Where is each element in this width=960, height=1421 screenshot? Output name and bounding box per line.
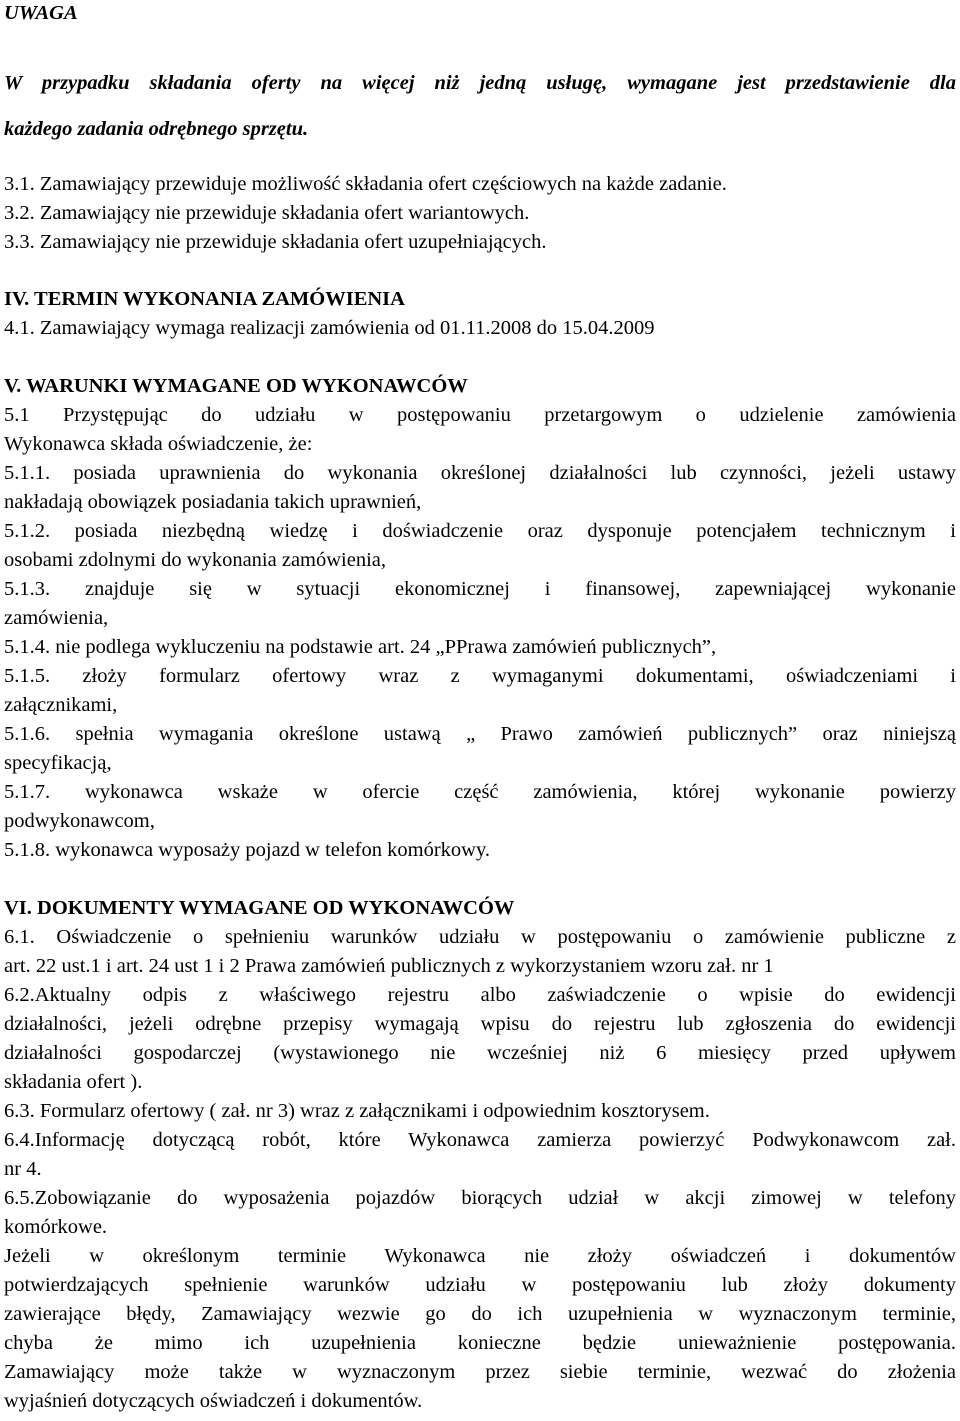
- section6-line-9: nr 4.: [4, 1158, 42, 1180]
- section5-line-9: 5.1.4. nie podlega wykluczeniu na podstawie art. 24 „PPrawa zamówień publicznych”,: [4, 636, 717, 658]
- section6-line-11: komórkowe.: [4, 1216, 108, 1238]
- section3-line-1: 3.1. Zamawiający przewiduje możliwość składania ofert częściowych na każde zadanie.: [4, 173, 727, 195]
- section6-line-14: zawierające błędy, Zamawiający wezwie go do ich uzupełnienia w wyznaczonym terminie,: [4, 1303, 956, 1325]
- warning-line-1: W przypadku składania oferty na więcej niż jedną usługę, wymagane jest przedstawienie dla: [4, 72, 956, 94]
- section6-line-4: działalności, jeżeli odrębne przepisy wymagają wpisu do rejestru lub zgłoszenia do ewidencji: [4, 1013, 956, 1035]
- section6-line-7: 6.3. Formularz ofertowy ( zał. nr 3) wraz z załącznikami i odpowiednim kosztorysem.: [4, 1100, 710, 1122]
- section6-line-6: składania ofert ).: [4, 1071, 143, 1093]
- section5-line-6: osobami zdolnymi do wykonania zamówienia,: [4, 549, 387, 571]
- section5-line-15: podwykonawcom,: [4, 810, 155, 832]
- section5-line-10: 5.1.5. złoży formularz ofertowy wraz z wymaganymi dokumentami, oświadczeniami i: [4, 665, 956, 687]
- section5-line-16: 5.1.8. wykonawca wyposaży pojazd w telefon komórkowy.: [4, 839, 490, 861]
- section6-line-12: Jeżeli w określonym terminie Wykonawca nie złoży oświadczeń i dokumentów: [4, 1245, 956, 1267]
- section5-line-1: 5.1 Przystępując do udziału w postępowaniu przetargowym o udzielenie zamówienia: [4, 404, 956, 426]
- section5-line-8: zamówienia,: [4, 607, 109, 629]
- section6-line-8: 6.4.Informację dotyczącą robót, które Wykonawca zamierza powierzyć Podwykonawcom zał.: [4, 1129, 956, 1151]
- section6-line-1: 6.1. Oświadczenie o spełnieniu warunków udziału w postępowaniu o zamówienie publiczne z: [4, 926, 956, 948]
- section5-line-11: załącznikami,: [4, 694, 118, 716]
- section3-line-2: 3.2. Zamawiający nie przewiduje składania ofert wariantowych.: [4, 202, 530, 224]
- section6-line-15: chyba że mimo ich uzupełnienia konieczne będzie unieważnienie postępowania.: [4, 1332, 956, 1354]
- section4-line-1: 4.1. Zamawiający wymaga realizacji zamówienia od 01.11.2008 do 15.04.2009: [4, 317, 655, 339]
- section5-line-12: 5.1.6. spełnia wymagania określone ustawą „ Prawo zamówień publicznych” oraz niniejszą: [4, 723, 956, 745]
- section5-line-5: 5.1.2. posiada niezbędną wiedzę i doświadczenie oraz dysponuje potencjałem technicznym i: [4, 520, 956, 542]
- section6-line-2: art. 22 ust.1 i art. 24 ust 1 i 2 Prawa zamówień publicznych z wykorzystaniem wzoru zał. nr 1: [4, 955, 774, 977]
- section4-heading: IV. TERMIN WYKONANIA ZAMÓWIENIA: [4, 288, 405, 310]
- section5-line-13: specyfikacją,: [4, 752, 112, 774]
- section5-line-2: Wykonawca składa oświadczenie, że:: [4, 433, 313, 455]
- section5-line-7: 5.1.3. znajduje się w sytuacji ekonomicznej i finansowej, zapewniającej wykonanie: [4, 578, 956, 600]
- warning-title: UWAGA: [4, 2, 78, 24]
- section5-line-14: 5.1.7. wykonawca wskaże w ofercie część zamówienia, której wykonanie powierzy: [4, 781, 956, 803]
- section3-line-3: 3.3. Zamawiający nie przewiduje składania ofert uzupełniających.: [4, 231, 547, 253]
- section5-line-4: nakładają obowiązek posiadania takich uprawnień,: [4, 491, 422, 513]
- section6-line-16: Zamawiający może także w wyznaczonym przez siebie terminie, wezwać do złożenia: [4, 1361, 956, 1383]
- section5-heading: V. WARUNKI WYMAGANE OD WYKONAWCÓW: [4, 375, 468, 397]
- section6-line-13: potwierdzających spełnienie warunków udziału w postępowaniu lub złoży dokumenty: [4, 1274, 956, 1296]
- section6-line-5: działalności gospodarczej (wystawionego nie wcześniej niż 6 miesięcy przed upływem: [4, 1042, 956, 1064]
- section6-line-17: wyjaśnień dotyczących oświadczeń i dokumentów.: [4, 1390, 423, 1412]
- section6-line-3: 6.2.Aktualny odpis z właściwego rejestru albo zaświadczenie o wpisie do ewidencji: [4, 984, 956, 1006]
- section6-line-10: 6.5.Zobowiązanie do wyposażenia pojazdów biorących udział w akcji zimowej w telefony: [4, 1187, 956, 1209]
- warning-line-2: każdego zadania odrębnego sprzętu.: [4, 118, 309, 140]
- section6-heading: VI. DOKUMENTY WYMAGANE OD WYKONAWCÓW: [4, 897, 515, 919]
- section5-line-3: 5.1.1. posiada uprawnienia do wykonania określonej działalności lub czynności, jeżeli ustawy: [4, 462, 956, 484]
